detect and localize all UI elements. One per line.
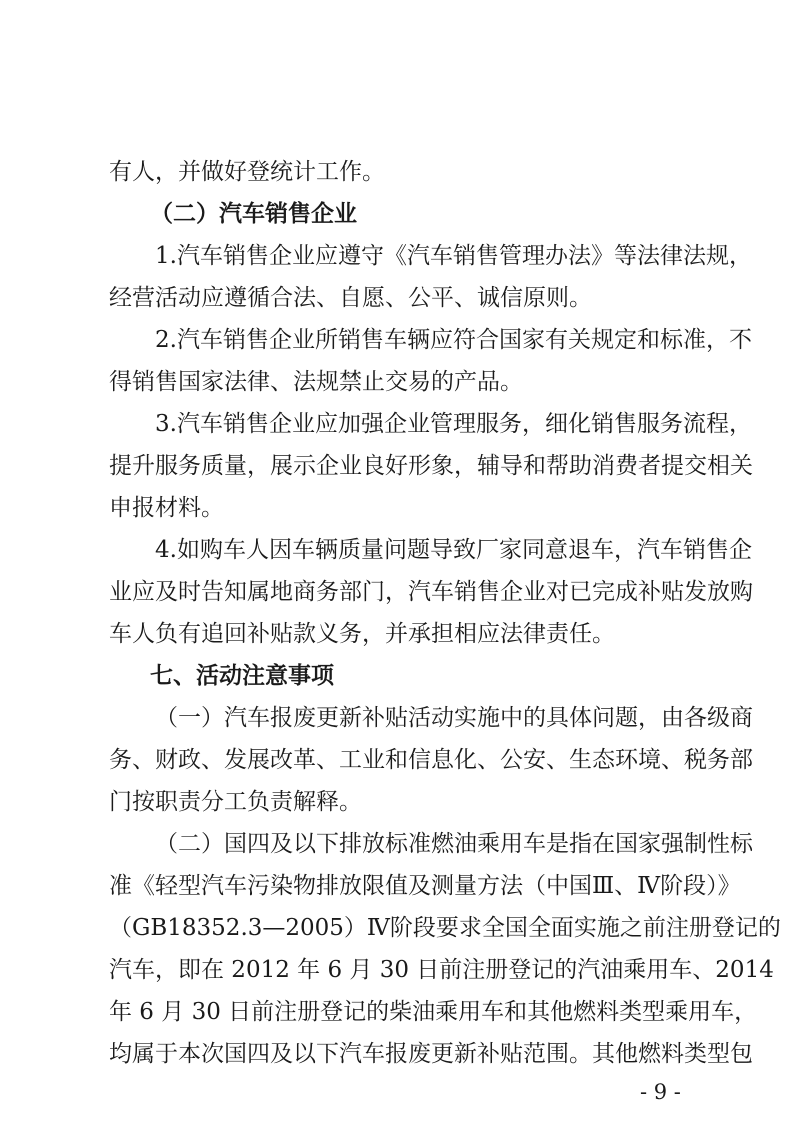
- page-number: - 9 -: [640, 1080, 681, 1104]
- text-line: 年 6 月 30 日前注册登记的柴油乘用车和其他燃料类型乘用车，: [109, 999, 758, 1025]
- text-line: 车人负有追回补贴款义务，并承担相应法律责任。: [109, 621, 615, 647]
- text-line: 得销售国家法律、法规禁止交易的产品。: [109, 369, 523, 395]
- text-line: 门按职责分工负责解释。: [109, 789, 362, 815]
- text-line: 3.汽车销售企业应加强企业管理服务，细化销售服务流程，: [155, 411, 752, 437]
- text-line: 提升服务质量，展示企业良好形象，辅导和帮助消费者提交相关: [109, 453, 753, 479]
- text-line: 4.如购车人因车辆质量问题导致厂家同意退车，汽车销售企: [155, 537, 752, 563]
- text-line: （二）国四及以下排放标准燃油乘用车是指在国家强制性标: [155, 831, 753, 857]
- text-line: 2.汽车销售企业所销售车辆应符合国家有关规定和标准，不: [155, 327, 752, 353]
- text-line: （GB18352.3—2005）Ⅳ阶段要求全国全面实施之前注册登记的: [109, 915, 781, 941]
- chapter-heading: 七、活动注意事项: [150, 663, 334, 689]
- text-line: 1.汽车销售企业应遵守《汽车销售管理办法》等法律法规，: [155, 243, 752, 269]
- text-line: 务、财政、发展改革、工业和信息化、公安、生态环境、税务部: [109, 747, 753, 773]
- text-line: 有人，并做好登统计工作。: [109, 159, 385, 185]
- text-line: （一）汽车报废更新补贴活动实施中的具体问题，由各级商: [155, 705, 753, 731]
- text-line: 申报材料。: [109, 495, 224, 521]
- text-line: 业应及时告知属地商务部门，汽车销售企业对已完成补贴发放购: [109, 579, 753, 605]
- text-line: 汽车，即在 2012 年 6 月 30 日前注册登记的汽油乘用车、2014: [109, 957, 774, 983]
- section-heading: （二）汽车销售企业: [150, 201, 357, 227]
- text-line: 准《轻型汽车污染物排放限值及测量方法（中国Ⅲ、Ⅳ阶段）》: [109, 873, 741, 899]
- text-line: 均属于本次国四及以下汽车报废更新补贴范围。其他燃料类型包: [109, 1041, 753, 1067]
- text-line: 经营活动应遵循合法、自愿、公平、诚信原则。: [109, 285, 592, 311]
